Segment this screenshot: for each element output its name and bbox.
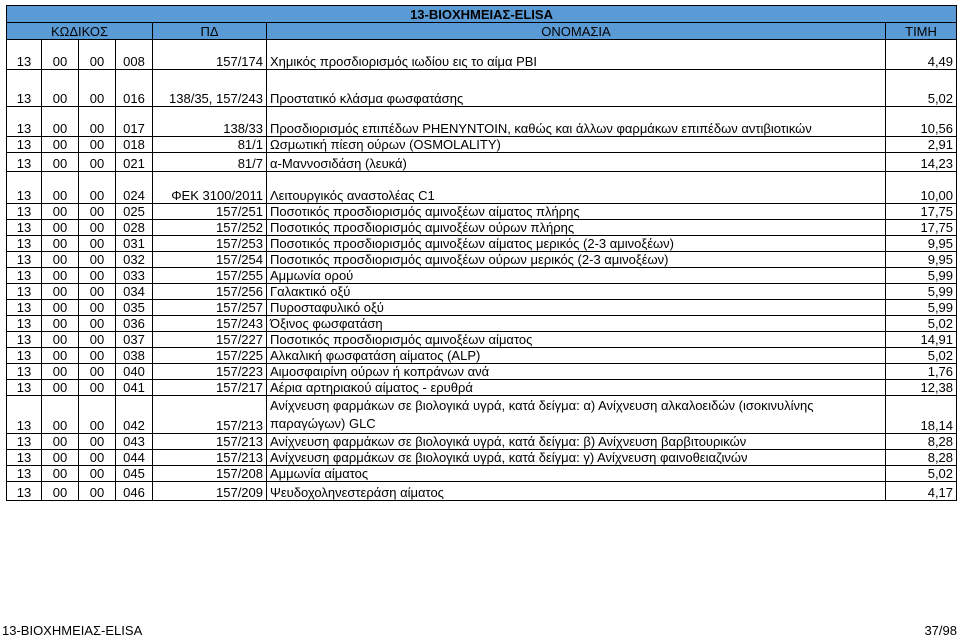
code-part-3: 00: [79, 70, 116, 107]
exam-name: Ποσοτικός προσδιορισμός αμινοξέων ούρων μερικός (2-3 αμινοξέων): [267, 252, 886, 268]
code-part-1: 13: [7, 364, 42, 380]
price-table: [6, 5, 957, 501]
exam-price: 12,38: [886, 380, 957, 396]
code-part-4: 041: [116, 380, 153, 396]
code-part-3: 00: [79, 40, 116, 70]
exam-name: Αμμωνία ορού: [267, 268, 886, 284]
code-part-4: 034: [116, 284, 153, 300]
table-title-row: [7, 6, 957, 23]
code-part-2: 00: [42, 348, 79, 364]
code-part-2: 00: [42, 466, 79, 482]
code-part-2: 00: [42, 70, 79, 107]
exam-name: Αλκαλική φωσφατάση αίματος (ALP): [267, 348, 886, 364]
code-part-3: 00: [79, 316, 116, 332]
table-row: [7, 236, 957, 252]
code-part-4: 025: [116, 204, 153, 220]
pd-reference: 157/223: [153, 364, 267, 380]
code-part-3: 00: [79, 153, 116, 172]
table-row: [7, 332, 957, 348]
table-row: [7, 482, 957, 501]
exam-name: Όξινος φωσφατάση: [267, 316, 886, 332]
code-part-1: 13: [7, 380, 42, 396]
code-part-2: 00: [42, 40, 79, 70]
table-row: [7, 450, 957, 466]
table-row: [7, 284, 957, 300]
code-part-4: 044: [116, 450, 153, 466]
code-part-2: 00: [42, 482, 79, 501]
code-part-4: 040: [116, 364, 153, 380]
code-part-2: 00: [42, 316, 79, 332]
column-header-price: ΤΙΜΗ: [886, 23, 957, 40]
pd-reference: 157/208: [153, 466, 267, 482]
pd-reference: 157/257: [153, 300, 267, 316]
code-part-4: 008: [116, 40, 153, 70]
code-part-1: 13: [7, 332, 42, 348]
exam-name: Αιμοσφαιρίνη ούρων ή κοπράνων ανά: [267, 364, 886, 380]
exam-price: 8,28: [886, 450, 957, 466]
exam-price: 5,02: [886, 316, 957, 332]
exam-name: Ποσοτικός προσδιορισμός αμινοξέων ούρων πλήρης: [267, 220, 886, 236]
pd-reference: 138/33: [153, 107, 267, 137]
code-part-3: 00: [79, 252, 116, 268]
code-part-1: 13: [7, 204, 42, 220]
pd-reference: 157/213: [153, 434, 267, 450]
code-part-2: 00: [42, 364, 79, 380]
exam-price: 18,14: [886, 396, 957, 434]
code-part-4: 042: [116, 396, 153, 434]
code-part-4: 018: [116, 137, 153, 153]
code-part-1: 13: [7, 172, 42, 204]
code-part-3: 00: [79, 482, 116, 501]
pd-reference: 157/213: [153, 396, 267, 434]
table-row: [7, 434, 957, 450]
footer-page-number: 37/98: [924, 623, 957, 636]
code-part-1: 13: [7, 300, 42, 316]
exam-name: Προσδιορισμός επιπέδων PHENYNTOIN, καθώς και άλλων φαρμάκων επιπέδων αντιβιοτικών: [267, 107, 886, 137]
code-part-3: 00: [79, 380, 116, 396]
code-part-4: 021: [116, 153, 153, 172]
exam-name: Αμμωνία αίματος: [267, 466, 886, 482]
pd-reference: 81/1: [153, 137, 267, 153]
code-part-2: 00: [42, 236, 79, 252]
table-row: [7, 348, 957, 364]
exam-price: 5,02: [886, 466, 957, 482]
pd-reference: 157/253: [153, 236, 267, 252]
exam-price: 5,02: [886, 348, 957, 364]
code-part-1: 13: [7, 466, 42, 482]
code-part-4: 024: [116, 172, 153, 204]
table-row: [7, 107, 957, 137]
table-row: [7, 364, 957, 380]
pd-reference: 157/225: [153, 348, 267, 364]
exam-price: 10,56: [886, 107, 957, 137]
code-part-1: 13: [7, 396, 42, 434]
exam-price: 2,91: [886, 137, 957, 153]
code-part-2: 00: [42, 107, 79, 137]
code-part-4: 033: [116, 268, 153, 284]
pd-reference: 157/251: [153, 204, 267, 220]
exam-price: 9,95: [886, 236, 957, 252]
exam-name: Ψευδοχοληνεστεράση αίματος: [267, 482, 886, 501]
pd-reference: 157/174: [153, 40, 267, 70]
exam-price: 4,49: [886, 40, 957, 70]
exam-name: Ανίχνευση φαρμάκων σε βιολογικά υγρά, κατά δείγμα: β) Ανίχνευση βαρβιτουρικών: [267, 434, 886, 450]
exam-price: 8,28: [886, 434, 957, 450]
code-part-1: 13: [7, 284, 42, 300]
pd-reference: 157/252: [153, 220, 267, 236]
table-row: [7, 466, 957, 482]
code-part-4: 035: [116, 300, 153, 316]
table-row: [7, 153, 957, 172]
exam-name: Ποσοτικός προσδιορισμός αμινοξέων αίματος: [267, 332, 886, 348]
pd-reference: ΦΕΚ 3100/2011: [153, 172, 267, 204]
pd-reference: 157/255: [153, 268, 267, 284]
code-part-1: 13: [7, 252, 42, 268]
code-part-4: 046: [116, 482, 153, 501]
exam-name: Ωσμωτική πίεση ούρων (OSMOLALITY): [267, 137, 886, 153]
exam-price: 5,99: [886, 268, 957, 284]
code-part-1: 13: [7, 137, 42, 153]
code-part-3: 00: [79, 137, 116, 153]
exam-price: 14,91: [886, 332, 957, 348]
code-part-1: 13: [7, 236, 42, 252]
code-part-3: 00: [79, 466, 116, 482]
table-row: [7, 220, 957, 236]
code-part-1: 13: [7, 107, 42, 137]
pd-reference: 157/227: [153, 332, 267, 348]
code-part-3: 00: [79, 364, 116, 380]
code-part-4: 017: [116, 107, 153, 137]
table-row: [7, 252, 957, 268]
exam-name: Χημικός προσδιορισμός ιωδίου εις το αίμα PBI: [267, 40, 886, 70]
code-part-1: 13: [7, 70, 42, 107]
table-row: [7, 380, 957, 396]
code-part-2: 00: [42, 396, 79, 434]
pd-reference: 157/256: [153, 284, 267, 300]
code-part-3: 00: [79, 284, 116, 300]
exam-name: Γαλακτικό οξύ: [267, 284, 886, 300]
code-part-3: 00: [79, 450, 116, 466]
exam-name: Πυροσταφυλικό οξύ: [267, 300, 886, 316]
code-part-4: 038: [116, 348, 153, 364]
table-row: [7, 70, 957, 107]
code-part-1: 13: [7, 450, 42, 466]
code-part-4: 037: [116, 332, 153, 348]
exam-price: 14,23: [886, 153, 957, 172]
code-part-1: 13: [7, 268, 42, 284]
code-part-3: 00: [79, 268, 116, 284]
table-row: [7, 137, 957, 153]
table-row: [7, 40, 957, 70]
exam-name: Ποσοτικός προσδιορισμός αμινοξέων αίματος μερικός (2-3 αμινοξέων): [267, 236, 886, 252]
exam-price: 5,99: [886, 284, 957, 300]
code-part-1: 13: [7, 40, 42, 70]
exam-price: 5,02: [886, 70, 957, 107]
exam-price: 9,95: [886, 252, 957, 268]
pd-reference: 157/213: [153, 450, 267, 466]
code-part-1: 13: [7, 153, 42, 172]
table-title: 13-ΒΙΟΧΗΜΕΙΑΣ-ELISA: [7, 6, 957, 23]
table-row: [7, 172, 957, 204]
exam-name: α-Μαννοσιδάση (λευκά): [267, 153, 886, 172]
code-part-2: 00: [42, 268, 79, 284]
table-row: [7, 396, 957, 434]
exam-name: Αέρια αρτηριακού αίματος - ερυθρά: [267, 380, 886, 396]
code-part-3: 00: [79, 332, 116, 348]
code-part-4: 028: [116, 220, 153, 236]
table-row: [7, 300, 957, 316]
price-table-sheet: [6, 5, 956, 501]
code-part-3: 00: [79, 396, 116, 434]
exam-price: 10,00: [886, 172, 957, 204]
code-part-4: 043: [116, 434, 153, 450]
pd-reference: 157/217: [153, 380, 267, 396]
column-header-pd: ΠΔ: [153, 23, 267, 40]
code-part-3: 00: [79, 204, 116, 220]
exam-price: 17,75: [886, 204, 957, 220]
code-part-2: 00: [42, 220, 79, 236]
code-part-1: 13: [7, 482, 42, 501]
code-part-3: 00: [79, 172, 116, 204]
code-part-2: 00: [42, 153, 79, 172]
column-header-code: ΚΩΔΙΚΟΣ: [7, 23, 153, 40]
code-part-3: 00: [79, 236, 116, 252]
code-part-3: 00: [79, 348, 116, 364]
code-part-2: 00: [42, 300, 79, 316]
exam-price: 1,76: [886, 364, 957, 380]
code-part-2: 00: [42, 172, 79, 204]
exam-price: 5,99: [886, 300, 957, 316]
exam-name: Λειτουργικός αναστολέας C1: [267, 172, 886, 204]
footer-section-name: 13-ΒΙΟΧΗΜΕΙΑΣ-ELISA: [2, 623, 143, 636]
pd-reference: 157/209: [153, 482, 267, 501]
code-part-4: 036: [116, 316, 153, 332]
code-part-3: 00: [79, 107, 116, 137]
code-part-3: 00: [79, 220, 116, 236]
pd-reference: 81/7: [153, 153, 267, 172]
pd-reference: 138/35, 157/243: [153, 70, 267, 107]
table-row: [7, 316, 957, 332]
code-part-1: 13: [7, 434, 42, 450]
code-part-4: 045: [116, 466, 153, 482]
code-part-1: 13: [7, 316, 42, 332]
column-header-name: ΟΝΟΜΑΣΙΑ: [267, 23, 886, 40]
code-part-4: 032: [116, 252, 153, 268]
pd-reference: 157/243: [153, 316, 267, 332]
code-part-2: 00: [42, 204, 79, 220]
code-part-2: 00: [42, 450, 79, 466]
code-part-1: 13: [7, 220, 42, 236]
table-row: [7, 204, 957, 220]
table-header-row: [7, 23, 957, 40]
exam-price: 4,17: [886, 482, 957, 501]
code-part-2: 00: [42, 284, 79, 300]
code-part-2: 00: [42, 332, 79, 348]
code-part-1: 13: [7, 348, 42, 364]
code-part-2: 00: [42, 137, 79, 153]
pd-reference: 157/254: [153, 252, 267, 268]
code-part-2: 00: [42, 380, 79, 396]
exam-name: Ποσοτικός προσδιορισμός αμινοξέων αίματος πλήρης: [267, 204, 886, 220]
exam-name: Ανίχνευση φαρμάκων σε βιολογικά υγρά, κατά δείγμα: α) Ανίχνευση αλκαλοειδών (ισοκινυλίνης παραγώγων) GLC: [267, 396, 886, 434]
exam-price: 17,75: [886, 220, 957, 236]
code-part-3: 00: [79, 434, 116, 450]
code-part-3: 00: [79, 300, 116, 316]
code-part-4: 016: [116, 70, 153, 107]
code-part-4: 031: [116, 236, 153, 252]
exam-name: Προστατικό κλάσμα φωσφατάσης: [267, 70, 886, 107]
code-part-2: 00: [42, 434, 79, 450]
exam-name: Ανίχνευση φαρμάκων σε βιολογικά υγρά, κατά δείγμα: γ) Ανίχνευση φαινοθειαζινών: [267, 450, 886, 466]
code-part-2: 00: [42, 252, 79, 268]
table-row: [7, 268, 957, 284]
